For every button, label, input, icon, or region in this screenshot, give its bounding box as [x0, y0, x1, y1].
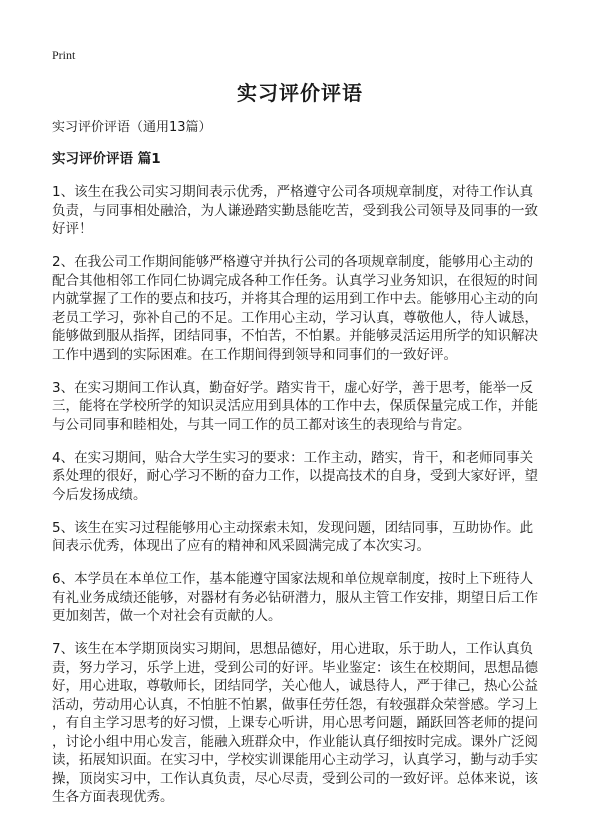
- paragraph-line: 1、该生在我公司实习期间表示优秀，严格遵守公司各项规章制度，对待工作认真: [52, 184, 534, 200]
- print-link[interactable]: Print: [52, 48, 76, 62]
- paragraph-line: 好评！: [52, 221, 93, 237]
- paragraph-line: 5、该生在实习过程能够用心主动探索未知，发现问题，团结同事，互助协作。此: [52, 519, 534, 536]
- page-title: 实习评价评语: [237, 81, 363, 105]
- paragraph-line: 操，顶岗实习中，工作认真负责，尽心尽责，受到公司的一致好评。总体来说，该: [52, 770, 538, 787]
- paragraph-line: 好，用心进取，尊敬师长，团结同学，关心他人，诚恳待人，严于律己，热心公益: [52, 678, 538, 694]
- paragraph-line: 更加刻苦，做一个对社会有贡献的人。: [52, 608, 282, 624]
- paragraph-line: 3、在实习期间工作认真，勤奋好学。踏实肯干，虚心好学，善于思考，能举一反: [52, 379, 534, 396]
- paragraph-line: ，讨论小组中用心发言，能融入班群众中，作业能认真仔细按时完成。课外广泛阅: [52, 733, 538, 750]
- paragraph-5: [52, 519, 552, 556]
- paragraph-line: 2、在我公司工作期间能够严格遵守并执行公司的各项规章制度，能够用心主动的: [52, 254, 534, 270]
- paragraph-1: [52, 183, 552, 239]
- paragraph-list: [52, 183, 552, 807]
- document-subtitle: 实习评价评语（通用13篇）: [52, 120, 212, 135]
- paragraph-line: 能够做到服从指挥，团结同事，不怕苦，不怕累。并能够灵活运用所学的知识解决: [52, 328, 538, 344]
- paragraph-line: 今后发扬成绩。: [52, 486, 147, 503]
- paragraph-line: ，有自主学习思考的好习惯，上课专心听讲，用心思考问题，踊跃回答老师的提问: [52, 715, 538, 731]
- paragraph-line: 7、该生在本学期顶岗实习期间，思想品德好，用心进取，乐于助人，工作认真负: [52, 641, 534, 657]
- paragraph-line: 系处理的很好，耐心学习不断的奋力工作，以提高技术的自身，受到大家好评，望: [52, 468, 538, 484]
- paragraph-3: [52, 379, 552, 435]
- paragraph-line: 4、在实习期间，贴合大学生实习的要求：工作主动，踏实，肯干，和老师同事关: [52, 449, 534, 466]
- paragraph-line: 生各方面表现优秀。: [52, 789, 174, 805]
- paragraph-7: [52, 640, 552, 807]
- paragraph-line: 负责，与同事相处融洽，为人谦逊踏实勤恳能吃苦，受到我公司领导及同事的一致: [52, 202, 538, 219]
- paragraph-line: 有礼业务成绩还能够，对器材有务必钻研潜力，服从主管工作安排，期望日后工作: [52, 589, 538, 606]
- paragraph-line: 内就掌握了工作的要点和技巧，并将其合理的运用到工作中去。能够用心主动的向: [52, 291, 538, 307]
- paragraph-line: 配合其他相邻工作同仁协调完成各种工作任务。认真学习业务知识，在很短的时间: [52, 272, 538, 289]
- document-body: [52, 119, 552, 821]
- paragraph-line: 工作中遇到的实际困难。在工作期间得到领导和同事们的一致好评。: [52, 346, 457, 363]
- paragraph-4: [52, 449, 552, 505]
- paragraph-line: 三，能将在学校所学的知识灵活应用到具体的工作中去，保质保量完成工作，并能: [52, 398, 538, 414]
- paragraph-line: 责，努力学习，乐学上进，受到公司的好评。毕业鉴定：该生在校期间，思想品德: [52, 659, 538, 676]
- paragraph-line: 间表示优秀，体现出了应有的精神和风采圆满完成了本次实习。: [52, 538, 430, 554]
- paragraph-line: 6、本学员在本单位工作，基本能遵守国家法规和单位规章制度，按时上下班待人: [52, 571, 534, 587]
- paragraph-6: [52, 570, 552, 626]
- paragraph-line: 老员工学习，弥补自己的不足。工作用心主动，学习认真，尊敬他人，待人诚恳，: [52, 309, 538, 326]
- paragraph-line: 读，拓展知识面。在实习中，学校实训课能用心主动学习，认真学习，勤与动手实: [52, 752, 538, 768]
- paragraph-line: 与公司同事和睦相处，与其一同工作的员工都对该生的表现给与肯定。: [52, 416, 471, 433]
- section-heading: 实习评价评语 篇1: [52, 151, 161, 167]
- paragraph-line: 活动，劳动用心认真，不怕脏不怕累，做事任劳任怨，有较强群众荣誉感。学习上: [52, 696, 538, 713]
- paragraph-2: [52, 253, 552, 364]
